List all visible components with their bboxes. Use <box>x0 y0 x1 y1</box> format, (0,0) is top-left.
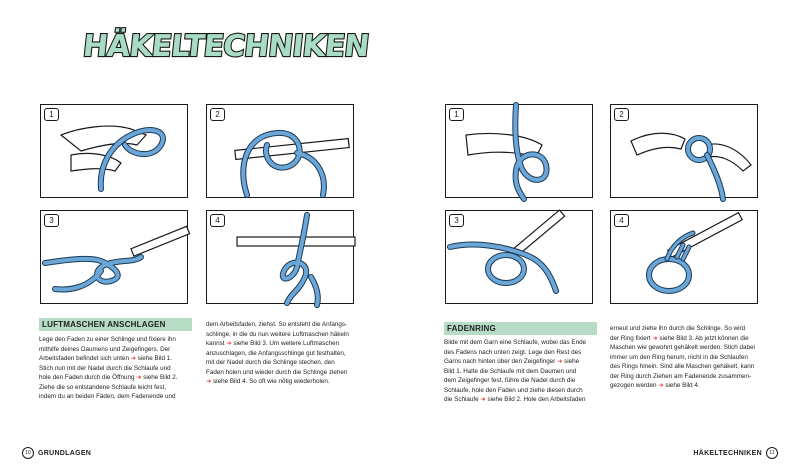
illustration-panel <box>445 210 593 304</box>
ring-pull-illustration <box>446 211 594 305</box>
illustration-panel <box>40 210 188 304</box>
knot-illustration <box>41 211 189 305</box>
footer-right <box>693 447 778 459</box>
arrow-icon: ➜ <box>136 374 142 381</box>
text-column <box>206 320 364 387</box>
arrow-icon: ➜ <box>480 396 486 403</box>
running-head: GRUNDLAGEN <box>38 449 92 457</box>
illustration-panel <box>206 210 354 304</box>
hook-loop-illustration <box>207 105 355 199</box>
section-heading: LUFTMASCHEN ANSCHLAGEN <box>39 318 192 331</box>
text-line: des Fadens nach unten zeigt. Lege den Rest des <box>444 348 582 356</box>
illustration-panel <box>445 104 593 198</box>
arrow-icon: ➜ <box>226 340 232 347</box>
text-line: des Rings hinein. Sind alle Maschen gehäkelt, kann <box>610 363 755 370</box>
text-line: Faden holen und wieder durch die Schlinge ziehen <box>206 368 348 376</box>
text-line: anzuschlagen, die Anfangsschlinge gut festhalten, <box>206 349 346 357</box>
page-number: 10 <box>22 447 34 459</box>
running-head: HÄKELTECHNIKEN <box>693 449 762 457</box>
illustration-panel <box>40 104 188 198</box>
text-line: kannst ➜ siehe Bild 3. Um weitere Luftmaschen <box>206 340 340 347</box>
page-title-graphic <box>81 18 371 68</box>
text-column <box>444 338 596 405</box>
text-line: Stich nun mit der Nadel durch die Schlaufe und <box>39 364 171 372</box>
ring-stitches-illustration <box>611 211 759 305</box>
text-line: mithilfe deines Daumens und Zeigefingers. Der <box>39 345 171 353</box>
text-line: mit der Nadel durch die Schlinge stechen, den <box>206 359 335 366</box>
arrow-icon: ➜ <box>658 382 664 389</box>
illustration-panel <box>610 104 758 198</box>
text-line: der Ring fixiert ➜ siehe Bild 3. Ab jetzt können die <box>610 334 749 342</box>
text-line: dem Arbeitsfaden, ziehst. So entsteht die Anfangs- <box>206 321 348 328</box>
panel-number: 3 <box>44 214 59 227</box>
text-line: immer um den Ring herum, nicht in die Schlaufen <box>610 353 748 361</box>
text-column <box>39 335 191 402</box>
ring-loop-illustration <box>446 105 594 199</box>
panel-number: 2 <box>614 108 629 121</box>
illustration-panel <box>206 104 354 198</box>
page-number: 11 <box>766 447 778 459</box>
text-line: ➜ siehe Bild 4. So oft wie nötig wiederholen. <box>206 378 330 385</box>
panel-number: 2 <box>210 108 225 121</box>
chain-illustration <box>207 211 355 305</box>
arrow-icon: ➜ <box>206 378 212 385</box>
text-line: schlinge, in die du nun weitere Luftmaschen häkeln <box>206 330 349 338</box>
text-line: hole den Faden durch die Öffnung ➜ siehe Bild 2. <box>39 374 178 381</box>
text-line: dem Zeigefinger fest, führe die Nadel durch die <box>444 377 576 384</box>
text-line: Lege den Faden zu einer Schlinge und fixiere ihn <box>39 336 176 343</box>
panel-number: 4 <box>210 214 225 227</box>
text-line: Bilde mit dem Garn eine Schlaufe, wobei das Ende <box>444 339 587 346</box>
text-line: Schlaufe, hole den Faden und ziehe diesen durch <box>444 386 583 394</box>
illustration-panel <box>610 210 758 304</box>
text-line: erneut und ziehe ihn durch die Schlinge. So wird <box>610 325 746 332</box>
ring-hook-illustration <box>611 105 759 199</box>
text-line: indem du an beiden Fäden, dem Fadenende und <box>39 393 176 400</box>
text-line: die Schlaufe ➜ siehe Bild 2. Hole den Arbeitsfaden <box>444 396 586 403</box>
footer-left <box>22 447 91 459</box>
text-line: Garns nach hinten über den Zeigefinger ➜ siehe <box>444 358 580 365</box>
page-title: HÄKELTECHNIKEN <box>81 29 371 64</box>
text-line: Maschen wie gewohnt gehäkelt werden. Stich dabei <box>610 344 755 351</box>
loop-illustration <box>41 105 189 199</box>
panel-number: 1 <box>449 108 464 121</box>
arrow-icon: ➜ <box>557 358 563 365</box>
panel-number: 1 <box>44 108 59 121</box>
text-line: Arbeitsfaden befindet sich unten ➜ siehe Bild 1. <box>39 355 173 362</box>
text-line: Ziehe die so entstandene Schlaufe leicht fest, <box>39 383 167 391</box>
arrow-icon: ➜ <box>652 334 658 342</box>
text-line: der Ring durch Ziehen am Fadenende zusammen- <box>610 372 752 380</box>
panel-number: 4 <box>614 214 629 227</box>
text-line: Bild 1. Halte die Schlaufe mit dem Daumen und <box>444 367 577 375</box>
text-column <box>610 324 770 391</box>
text-line: gezogen werden ➜ siehe Bild 4. <box>610 382 700 389</box>
panel-number: 3 <box>449 214 464 227</box>
section-heading: FADENRING <box>444 322 597 335</box>
arrow-icon: ➜ <box>130 355 136 362</box>
